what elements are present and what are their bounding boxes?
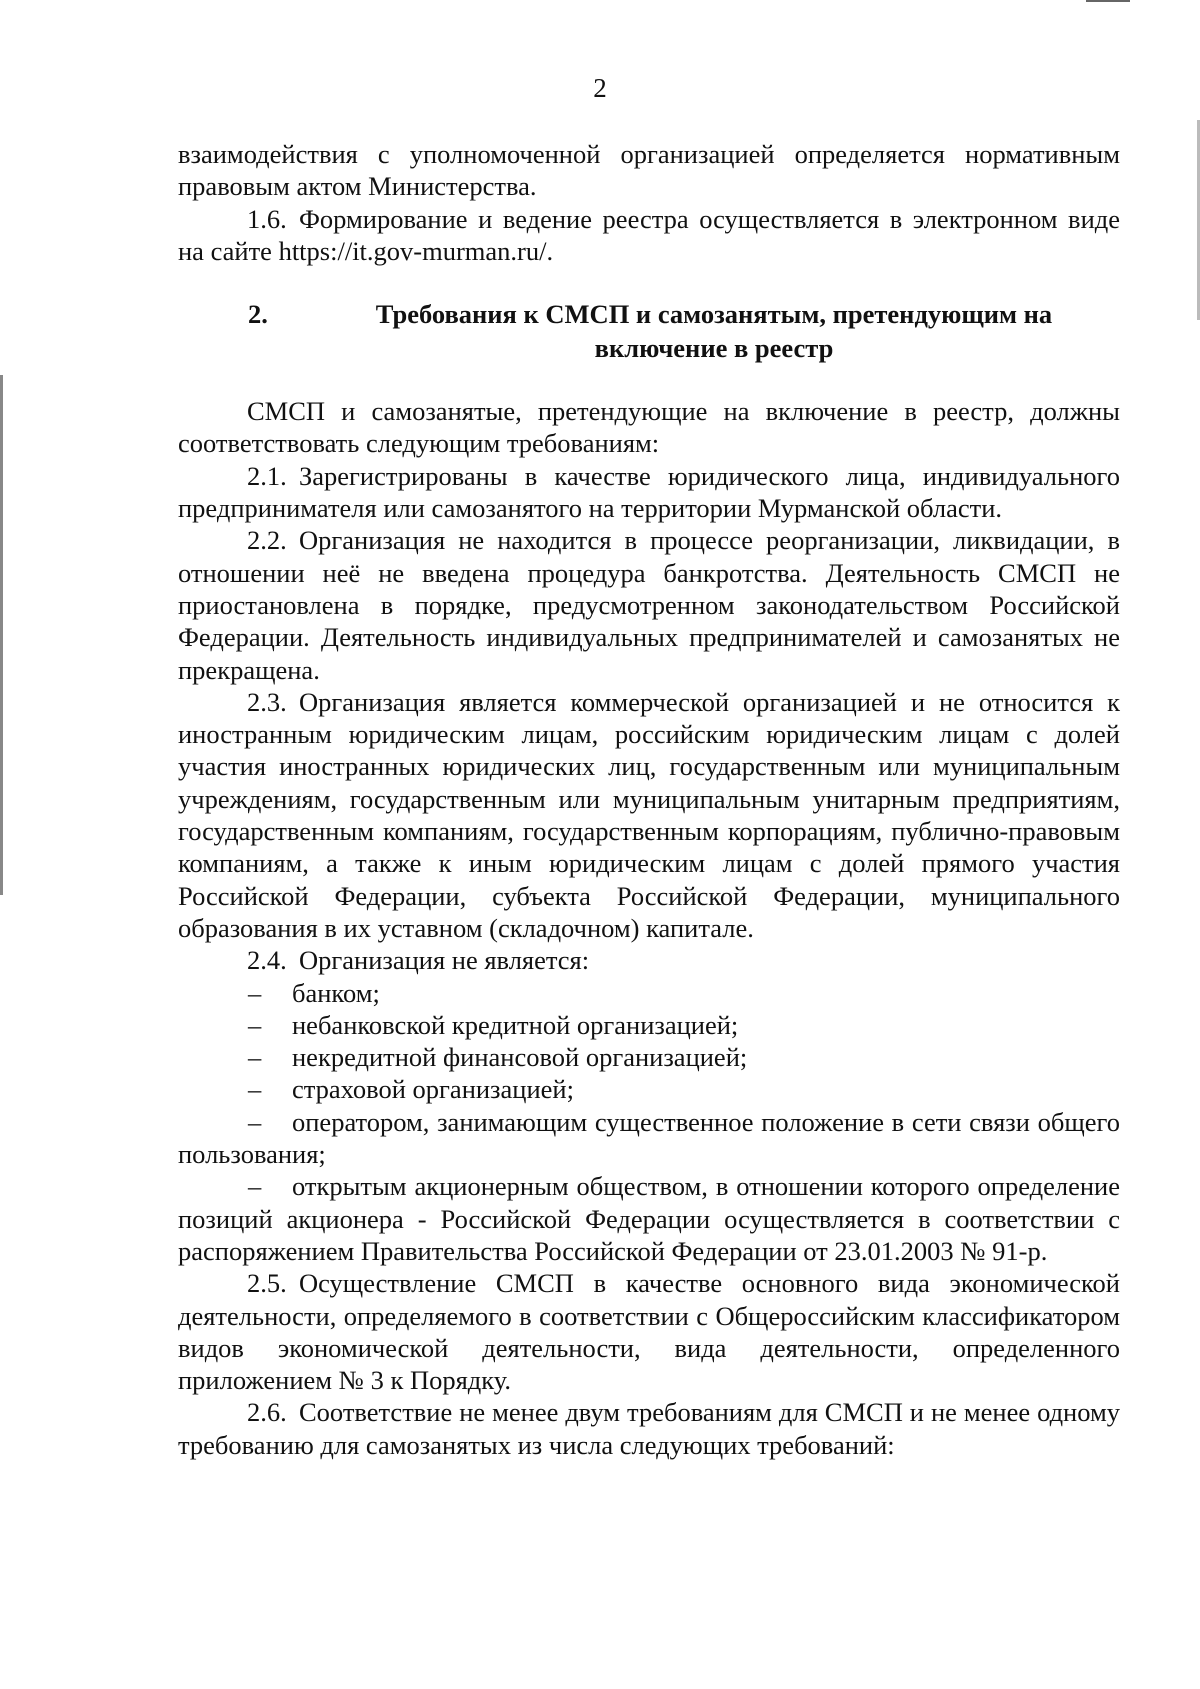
list-item-text: банком; xyxy=(292,977,380,1008)
section-title: Требования к СМСП и самозанятым, претендующим на включение в реестр xyxy=(375,299,1053,364)
paragraph-number: 2.3. xyxy=(247,686,287,717)
paragraph-number: 2.2. xyxy=(247,525,287,556)
list-dash: – xyxy=(248,1042,262,1073)
list-dash: – xyxy=(248,1009,262,1040)
paragraph-2-4 xyxy=(178,944,1120,976)
paragraph-2-6 xyxy=(178,1396,1120,1461)
paragraph-number: 2.6. xyxy=(247,1397,287,1428)
list-item-text: некредитной финансовой организацией; xyxy=(292,1042,748,1073)
list-item-text: небанковской кредитной организацией; xyxy=(292,1009,739,1040)
paragraph-2-3 xyxy=(178,686,1120,944)
paragraph-number: 2.4. xyxy=(247,945,287,976)
list-item-text: оператором, занимающим существенное положение в сети связи общего пользования; xyxy=(178,1106,1120,1170)
section-heading xyxy=(178,297,1120,365)
paragraph-text: Организация не является: xyxy=(299,945,590,976)
paragraph-number: 2.5. xyxy=(247,1268,287,1299)
list-dash: – xyxy=(248,1171,262,1202)
list-item-text: открытым акционерным обществом, в отношении которого определение позиций акционера - Российской Федерации осуществляется в соответствии с распоряжением Правительства Российской Федерации от 23.01.2003 № 91-р. xyxy=(178,1171,1120,1266)
paragraph-text: Соответствие не менее двум требованиям для СМСП и не менее одному требованию для самозанятых из числа следующих требований: xyxy=(178,1397,1120,1460)
document-body xyxy=(178,138,1120,1461)
paragraph-intro: СМСП и самозанятые, претендующие на включение в реестр, должны соответствовать следующим требованиям: xyxy=(178,396,1120,459)
paragraph-text: Осуществление СМСП в качестве основного вида экономической деятельности, определяемого в соответствии с Общероссийским классификатором видов экономической деятельности, вида деятельности, определенного приложением № 3 к Порядку. xyxy=(178,1268,1120,1396)
paragraph-number: 1.6. xyxy=(247,203,287,234)
list-dash: – xyxy=(248,1106,262,1137)
list-item-text: страховой организацией; xyxy=(292,1074,574,1105)
section-number: 2. xyxy=(248,299,268,330)
paragraph-text: Формирование и ведение реестра осуществляется в электронном виде на сайте https://it.gov-murman.ru/. xyxy=(178,203,1120,266)
paragraph-2-5 xyxy=(178,1267,1120,1396)
list-item xyxy=(178,1170,1120,1267)
scan-artifact-left xyxy=(0,375,3,895)
list-item xyxy=(178,1009,1120,1041)
list-item xyxy=(178,1073,1120,1105)
list-dash: – xyxy=(248,1074,262,1105)
paragraph-text: Зарегистрированы в качестве юридического лица, индивидуального предпринимателя или самозанятого на территории Мурманской области. xyxy=(178,460,1120,524)
paragraph-text: Организация не находится в процессе реорганизации, ликвидации, в отношении неё не введена процедура банкротства. Деятельность СМСП не приостановлена в порядке, предусмотренном законодательством Российской Федерации. Деятельность индивидуальных предпринимателей и самозанятых не прекращена. xyxy=(178,525,1120,685)
paragraph-2-2 xyxy=(178,524,1120,685)
paragraph-number: 2.1. xyxy=(247,460,287,491)
list-item xyxy=(178,1106,1120,1171)
list-item xyxy=(178,1041,1120,1073)
paragraph-2-1 xyxy=(178,460,1120,525)
paragraph-continuation: взаимодействия с уполномоченной организацией определяется нормативным правовым актом Министерства. xyxy=(178,139,1120,202)
page-number: 2 xyxy=(593,73,607,103)
list-item xyxy=(178,977,1120,1009)
paragraph-1-6 xyxy=(178,203,1120,268)
scan-artifact-top xyxy=(1086,0,1130,2)
paragraph-text: Организация является коммерческой организацией и не относится к иностранным юридическим лицам, российским юридическим лицам с долей участия иностранных юридических лиц, государственным или муниципальным учреждениям, государственным или муниципальным унитарным предприятиям, государственным компаниям, государственным корпорациям, публично-правовым компаниям, а также к иным юридическим лицам с долей прямого участия Российской Федерации, субъекта Российской Федерации, муниципального образования в их уставном (складочном) капитале. xyxy=(178,686,1120,943)
list-dash: – xyxy=(248,977,262,1008)
